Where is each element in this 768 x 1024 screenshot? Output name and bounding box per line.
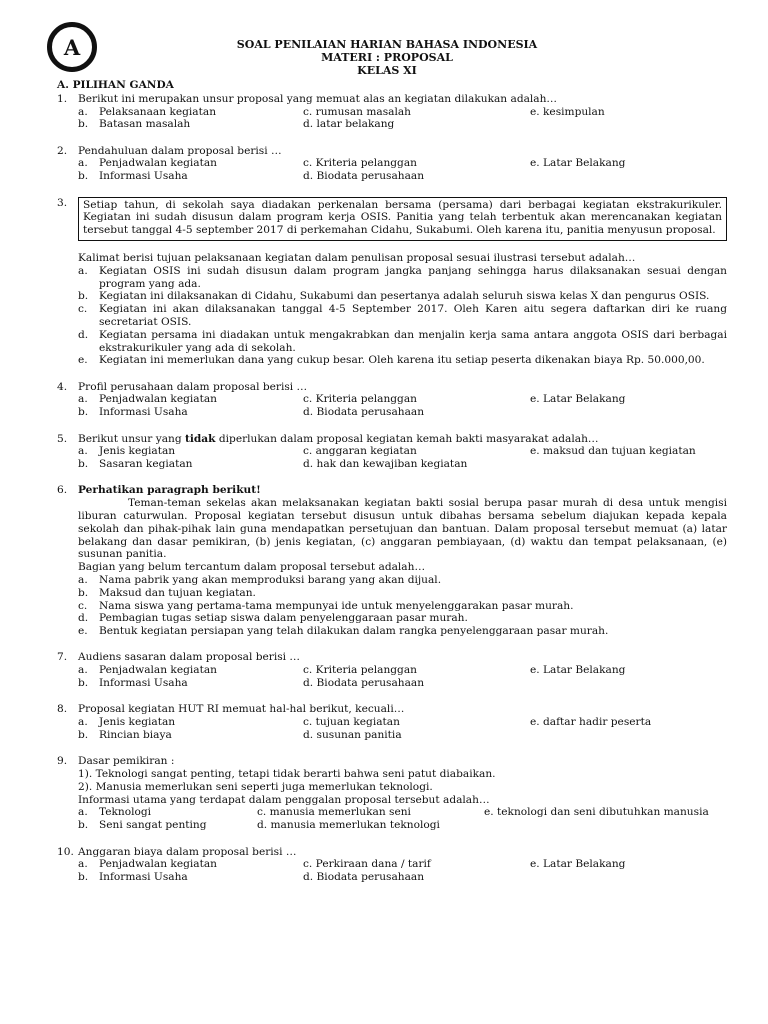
question-instruction: Perhatikan paragraph berikut! bbox=[78, 484, 261, 497]
option-c: c. Kriteria pelanggan bbox=[303, 157, 417, 170]
question-4 bbox=[57, 381, 727, 419]
option-b: b. Kegiatan ini dilaksanakan di Cidahu, Sukabumi dan pesertanya adalah seluruh siswa kelas X dan pengurus OSIS. bbox=[78, 290, 710, 303]
exam-version-badge: A bbox=[47, 22, 97, 72]
option-e: e. daftar hadir peserta bbox=[530, 716, 652, 729]
question-number: 9. bbox=[57, 755, 68, 768]
question-8 bbox=[57, 703, 727, 741]
question-number: 3. bbox=[57, 196, 68, 209]
option-a: a. Kegiatan OSIS ini sudah disusun dalam program jangka panjang sehingga harus dilaksanakan sesuai dengan program yang ada. bbox=[78, 264, 727, 290]
question-text: Bagian yang belum tercantum dalam proposal tersebut adalah… bbox=[78, 561, 426, 574]
option-e: e. Latar Belakang bbox=[530, 157, 626, 170]
question-3 bbox=[57, 197, 727, 368]
option-d: d. latar belakang bbox=[303, 118, 395, 131]
question-number: 2. bbox=[57, 144, 68, 157]
illustration-box: Setiap tahun, di sekolah saya diadakan perkenalan bersama (persama) dari berbagai kegiatan ekstrakurikuler. Kegiatan ini sudah disusun dalam program kerja OSIS. Panitia yang telah terbentuk akan merencanakan kegiatan tersebut tanggal 4-5 september 2017 di perkemahan Cidahu, Sukabumi. Oleh karena itu, panitia menyusun proposal. bbox=[78, 197, 727, 241]
option-a: a. Penjadwalan kegiatan bbox=[78, 664, 217, 677]
option-c: c. Perkiraan dana / tarif bbox=[303, 858, 431, 871]
option-c: c. tujuan kegiatan bbox=[303, 716, 400, 729]
question-text: Berikut ini merupakan unsur proposal yang memuat alas an kegiatan dilakukan adalah… bbox=[78, 92, 558, 105]
header-class: KELAS XI bbox=[357, 64, 417, 77]
question-1 bbox=[57, 93, 727, 131]
question-text: Anggaran biaya dalam proposal berisi … bbox=[78, 845, 297, 858]
option-e: e. maksud dan tujuan kegiatan bbox=[530, 445, 696, 458]
option-d: d. Biodata perusahaan bbox=[303, 170, 425, 183]
question-10 bbox=[57, 846, 727, 884]
option-a: a. Jenis kegiatan bbox=[78, 445, 176, 458]
option-a: a. Jenis kegiatan bbox=[78, 716, 176, 729]
option-b: b. Sasaran kegiatan bbox=[78, 458, 193, 471]
option-e: e. teknologi dan seni dibutuhkan manusia bbox=[484, 806, 709, 819]
premise-2: 2). Manusia memerlukan seni seperti juga memerlukan teknologi. bbox=[78, 780, 433, 793]
option-c: c. manusia memerlukan seni bbox=[257, 806, 411, 819]
option-d: d. susunan panitia bbox=[303, 728, 402, 741]
question-text: Berikut unsur yang tidak diperlukan dalam proposal kegiatan kemah bakti masyarakat adalah… bbox=[78, 432, 599, 445]
question-number: 10. bbox=[57, 845, 74, 858]
option-c: c. Kegiatan ini akan dilaksanakan tanggal 4-5 September 2017. Oleh Karen aitu segera daftarkan diri ke ruang secretariat OSIS. bbox=[78, 303, 727, 328]
option-a: a. Penjadwalan kegiatan bbox=[78, 157, 217, 170]
question-number: 7. bbox=[57, 651, 68, 664]
option-b: b. Rincian biaya bbox=[78, 728, 172, 741]
option-c: c. rumusan masalah bbox=[303, 105, 412, 118]
option-a: a. Penjadwalan kegiatan bbox=[78, 393, 217, 406]
option-d: d. Biodata perusahaan bbox=[303, 871, 425, 884]
option-b: b. Informasi Usaha bbox=[78, 871, 188, 884]
option-e: e. Latar Belakang bbox=[530, 664, 626, 677]
premise-1: 1). Teknologi sangat penting, tetapi tidak berarti bahwa seni patut diabaikan. bbox=[78, 768, 496, 781]
question-paragraph: Teman-teman sekelas akan melaksanakan kegiatan bakti sosial berupa pasar murah di desa untuk mengisi liburan caturwulan. Proposal kegiatan tersebut disusun untuk dibahas bersama sebelum diajukan kepada kepala sekolah dan pihak-pihak lain guna mendapatkan persetujuan dan bantuan. Dalam proposal tersebut memuat (a) latar belakang dan dasar pemikiran, (b) jenis kegiatan, (c) anggaran pembiayaan, (d) waktu dan tempat pelaksanaan, (e) susunan panitia. bbox=[78, 497, 727, 561]
option-c: c. Kriteria pelanggan bbox=[303, 664, 417, 677]
option-b: b. Seni sangat penting bbox=[78, 819, 207, 832]
option-c: c. Kriteria pelanggan bbox=[303, 393, 417, 406]
question-number: 6. bbox=[57, 484, 68, 497]
question-text: Proposal kegiatan HUT RI memuat hal-hal berikut, kecuali… bbox=[78, 703, 405, 716]
option-b: b. Informasi Usaha bbox=[78, 170, 188, 183]
exam-content bbox=[57, 79, 727, 897]
option-d: d. manusia memerlukan teknologi bbox=[257, 819, 440, 832]
option-b: b. Informasi Usaha bbox=[78, 406, 188, 419]
question-7 bbox=[57, 651, 727, 689]
question-2 bbox=[57, 145, 727, 183]
question-text: Kalimat berisi tujuan pelaksanaan kegiatan dalam penulisan proposal sesuai ilustrasi tersebut adalah… bbox=[78, 251, 636, 264]
question-text: Dasar pemikiran : bbox=[78, 755, 175, 768]
option-e: e. Bentuk kegiatan persiapan yang telah dilakukan dalam rangka penyelenggaraan pasar murah. bbox=[78, 625, 609, 638]
option-d: d. Pembagian tugas setiap siswa dalam penyelenggaraan pasar murah. bbox=[78, 612, 468, 625]
emphasis-word: tidak bbox=[184, 432, 216, 445]
question-number: 4. bbox=[57, 380, 68, 393]
option-c: c. Nama siswa yang pertama-tama mempunyai ide untuk menyelenggarakan pasar murah. bbox=[78, 599, 574, 612]
question-text: Pendahuluan dalam proposal berisi … bbox=[78, 144, 282, 157]
option-b: b. Maksud dan tujuan kegiatan. bbox=[78, 586, 256, 599]
option-e: e. Latar Belakang bbox=[530, 393, 626, 406]
question-text: Audiens sasaran dalam proposal berisi … bbox=[78, 651, 301, 664]
question-6 bbox=[57, 484, 727, 638]
option-e: e. Latar Belakang bbox=[530, 858, 626, 871]
question-number: 5. bbox=[57, 432, 68, 445]
question-text: Profil perusahaan dalam proposal berisi … bbox=[78, 380, 308, 393]
option-d: d. Biodata perusahaan bbox=[303, 677, 425, 690]
header-title: SOAL PENILAIAN HARIAN BAHASA INDONESIA bbox=[236, 38, 538, 51]
option-e: e. Kegiatan ini memerlukan dana yang cukup besar. Oleh karena itu setiap peserta dikenakan biaya Rp. 50.000,00. bbox=[78, 354, 705, 367]
header-subject: MATERI : PROPOSAL bbox=[321, 51, 453, 64]
option-d: d. hak dan kewajiban kegiatan bbox=[303, 458, 468, 471]
question-prompt: Informasi utama yang terdapat dalam penggalan proposal tersebut adalah… bbox=[78, 793, 490, 806]
option-b: b. Informasi Usaha bbox=[78, 677, 188, 690]
question-5 bbox=[57, 433, 727, 471]
question-number: 1. bbox=[57, 92, 68, 105]
section-title: A. PILIHAN GANDA bbox=[57, 79, 174, 91]
option-d: d. Biodata perusahaan bbox=[303, 406, 425, 419]
option-d: d. Kegiatan persama ini diadakan untuk mengakrabkan dan menjalin kerja sama antara anggota OSIS dari berbagai ekstrakurikuler yang ada di sekolah. bbox=[78, 328, 727, 354]
option-e: e. kesimpulan bbox=[530, 105, 605, 118]
question-9 bbox=[57, 755, 727, 832]
option-b: b. Batasan masalah bbox=[78, 118, 191, 131]
option-c: c. anggaran kegiatan bbox=[303, 445, 417, 458]
document-header bbox=[0, 38, 768, 77]
option-a: a. Pelaksanaan kegiatan bbox=[78, 105, 217, 118]
option-a: a. Nama pabrik yang akan memproduksi barang yang akan dijual. bbox=[78, 574, 442, 586]
question-number: 8. bbox=[57, 703, 68, 716]
option-a: a. Penjadwalan kegiatan bbox=[78, 858, 217, 871]
option-a: a. Teknologi bbox=[78, 806, 152, 819]
